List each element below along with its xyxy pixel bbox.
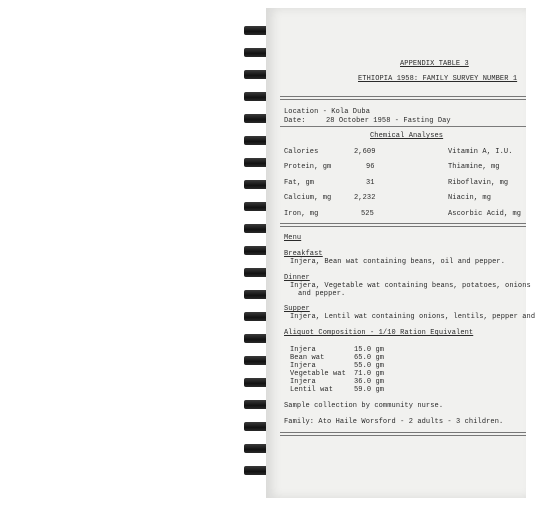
aliquot-amount: 36.0 gm: [354, 378, 385, 386]
document-page: [266, 8, 535, 498]
header-rule: [280, 96, 526, 100]
binding-coil: [244, 180, 268, 189]
chem-label: Riboflavin, mg: [448, 179, 509, 187]
chem-value: 96: [366, 163, 375, 171]
chem-value: 2,609: [354, 148, 376, 156]
aliquot-item: Injera: [290, 346, 316, 354]
breakfast-text: Injera, Bean wat containing beans, oil and pepper.: [290, 258, 506, 266]
aliquot-heading: Aliquot Composition - 1/10 Ration Equivalent: [284, 329, 474, 337]
aliquot-item: Bean wat: [290, 354, 325, 362]
binding-coil: [244, 202, 268, 211]
binding-coil: [244, 246, 268, 255]
binding-coil: [244, 378, 268, 387]
chem-label: Vitamin A, I.U.: [448, 148, 513, 156]
chem-label: Calcium, mg: [284, 194, 332, 202]
footer-rule: [280, 432, 526, 436]
chemical-heading: Chemical Analyses: [370, 132, 444, 140]
binding-coil: [244, 158, 268, 167]
aliquot-item: Vegetable wat: [290, 370, 346, 378]
binding-coil: [244, 268, 268, 277]
binding-coil: [244, 444, 268, 453]
supper-heading: Supper: [284, 305, 310, 313]
binding-coil: [244, 290, 268, 299]
aliquot-item: Lentil wat: [290, 386, 334, 394]
aliquot-amount: 59.0 gm: [354, 386, 385, 394]
binding-coil: [244, 466, 268, 475]
info-rule: [280, 126, 526, 127]
binding-coil: [244, 422, 268, 431]
binding-coil: [244, 136, 268, 145]
chem-rule: [280, 223, 526, 227]
binding-coil: [244, 224, 268, 233]
binding-coil: [244, 312, 268, 321]
location-line: Location - Kola Duba: [284, 108, 371, 116]
aliquot-amount: 71.0 gm: [354, 370, 385, 378]
binding-coil: [244, 48, 268, 57]
document-title: ETHIOPIA 1958: FAMILY SURVEY NUMBER 1: [358, 75, 518, 83]
aliquot-amount: 65.0 gm: [354, 354, 385, 362]
chem-value: 31: [366, 179, 375, 187]
breakfast-heading: Breakfast: [284, 250, 323, 258]
aliquot-item: Injera: [290, 378, 316, 386]
chem-value: 525: [361, 210, 374, 218]
binding-coil: [244, 92, 268, 101]
menu-heading: Menu: [284, 234, 302, 242]
date-value: 28 October 1958 - Fasting Day: [326, 117, 451, 125]
binding-coil: [244, 400, 268, 409]
chem-label: Ascorbic Acid, mg: [448, 210, 522, 218]
chem-label: Thiamine, mg: [448, 163, 500, 171]
supper-text: Injera, Lentil wat containing onions, lentils, pepper and: [290, 313, 535, 321]
date-label: Date:: [284, 117, 306, 125]
dinner-text-cont: and pepper.: [298, 290, 346, 298]
binding-coil: [244, 356, 268, 365]
family-note: Family: Ato Haile Worsford - 2 adults - 3 children.: [284, 418, 504, 426]
aliquot-item: Injera: [290, 362, 316, 370]
binding-coil: [244, 26, 268, 35]
binding-coil: [244, 334, 268, 343]
aliquot-amount: 55.0 gm: [354, 362, 385, 370]
chem-value: 2,232: [354, 194, 376, 202]
chem-label: Niacin, mg: [448, 194, 492, 202]
chem-label: Iron, mg: [284, 210, 319, 218]
chem-label: Fat, gm: [284, 179, 315, 187]
appendix-label: APPENDIX TABLE 3: [400, 60, 469, 68]
dinner-text: Injera, Vegetable wat containing beans, potatoes, onions: [290, 282, 531, 290]
aliquot-amount: 15.0 gm: [354, 346, 385, 354]
dinner-heading: Dinner: [284, 274, 310, 282]
binding-coil: [244, 114, 268, 123]
chem-label: Calories: [284, 148, 319, 156]
chem-label: Protein, gm: [284, 163, 332, 171]
binding-coil: [244, 70, 268, 79]
sample-note: Sample collection by community nurse.: [284, 402, 444, 410]
